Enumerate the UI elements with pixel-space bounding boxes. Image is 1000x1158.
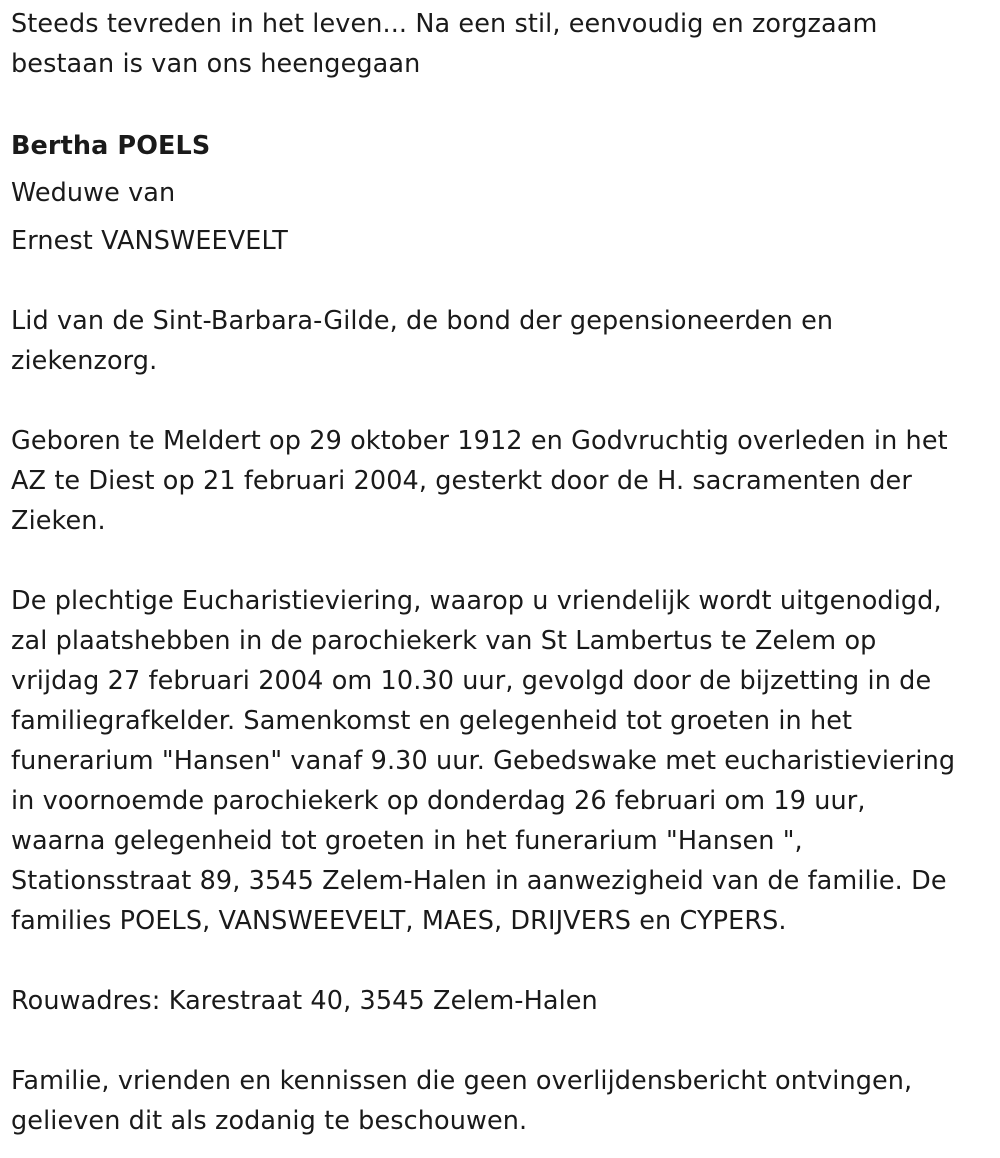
ceremony-line: in voornoemde parochiekerk op donderdag 26 februari om 19 uur, [11,786,866,816]
ceremony-line: vrijdag 27 februari 2004 om 10.30 uur, gevolgd door de bijzetting in de [11,666,932,696]
ceremony-paragraph [11,581,955,941]
membership-line: ziekenzorg. [11,346,158,376]
relation-block [11,173,175,213]
birth-death-line: Geboren te Meldert op 29 oktober 1912 en Godvruchtig overleden in het [11,426,948,456]
ceremony-line: Stationsstraat 89, 3545 Zelem-Halen in aanwezigheid van de familie. De [11,866,947,896]
relation-text: Weduwe van [11,178,176,208]
ceremony-line: zal plaatshebben in de parochiekerk van St Lambertus te Zelem op [11,626,877,656]
birth-death-paragraph [11,421,948,541]
intro-line: bestaan is van ons heengegaan [11,49,421,79]
ceremony-line: familiegrafkelder. Samenkomst en gelegenheid tot groeten in het [11,706,853,736]
membership-line: Lid van de Sint-Barbara-Gilde, de bond der gepensioneerden en [11,306,834,336]
closing-paragraph [11,1061,912,1141]
ceremony-line: funerarium "Hansen" vanaf 9.30 uur. Gebedswake met eucharistieviering [11,746,956,776]
spouse-block [11,221,288,261]
ceremony-line: families POELS, VANSWEEVELT, MAES, DRIJVERS en CYPERS. [11,906,787,936]
deceased-name: Bertha POELS [11,131,211,161]
closing-line: Familie, vrienden en kennissen die geen overlijdensbericht ontvingen, [11,1066,913,1096]
birth-death-line: AZ te Diest op 21 februari 2004, gesterkt door de H. sacramenten der [11,466,912,496]
mourning-address: Rouwadres: Karestraat 40, 3545 Zelem-Halen [11,986,598,1016]
intro-line: Steeds tevreden in het leven... Na een stil, eenvoudig en zorgzaam [11,9,878,39]
mourning-address-paragraph [11,981,598,1021]
ceremony-line: waarna gelegenheid tot groeten in het funerarium "Hansen ", [11,826,803,856]
closing-line: gelieven dit als zodanig te beschouwen. [11,1106,528,1136]
birth-death-line: Zieken. [11,506,106,536]
ceremony-line: De plechtige Eucharistieviering, waarop u vriendelijk wordt uitgenodigd, [11,586,942,616]
membership-paragraph [11,301,833,381]
spouse-name: Ernest VANSWEEVELT [11,226,288,256]
intro-paragraph [11,4,877,84]
deceased-name-block [11,126,210,166]
